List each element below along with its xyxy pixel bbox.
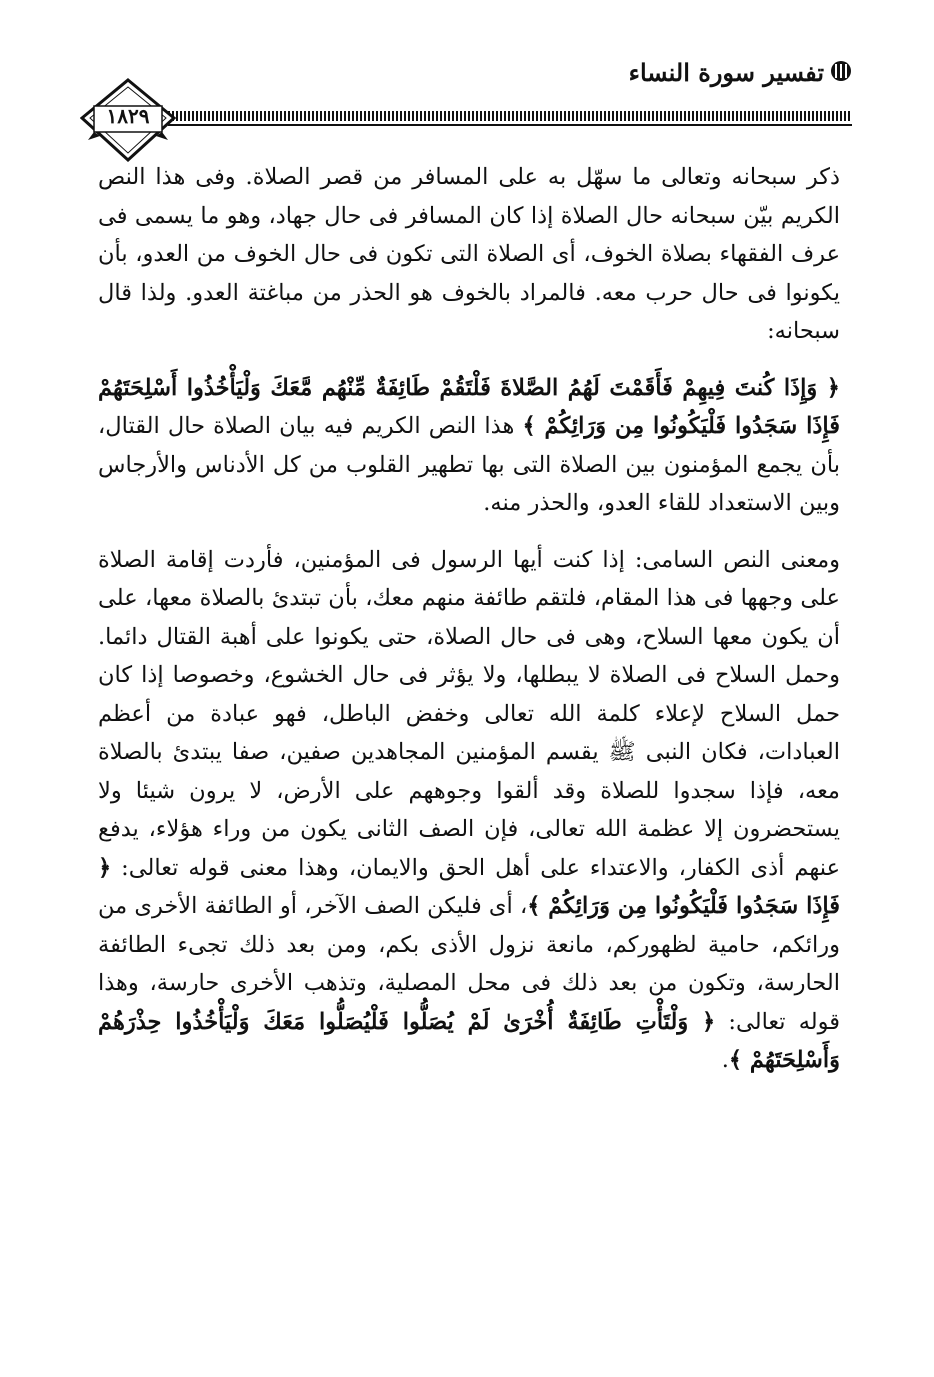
book-title: تفسير سورة النساء (628, 58, 824, 87)
paragraph-3 (98, 541, 840, 1080)
page-header (0, 0, 934, 160)
paragraph-3-text-b: ، أى فليكن الصف الآخر، أو الطائفة الأخرى من ورائكم، حامية لظهوركم، مانعة نزول الأذى بكم، ومن بعد ذلك تجىء الطائفة الحارسة، وتكون من بعد ذلك فى محل المصلية، وتذهب الأخرى حارسة، وهذا قوله تعالى: (98, 893, 840, 1035)
ornament-icon (830, 60, 852, 82)
quran-verse: ﴿ وَإِذَا كُنتَ فِيهِمْ فَأَقَمْتَ لَهُمُ الصَّلاةَ فَلْتَقُمْ طَائِفَةٌ مِّنْهُم مَّعَكَ وَلْيَأْخُذُوا أَسْلِحَتَهُمْ فَإِذَا سَجَدُوا فَلْيَكُونُوا مِن وَرَائِكُمْ ﴾ (98, 374, 840, 439)
paragraph-1: ذكر سبحانه وتعالى ما سهّل به على المسافر من قصر الصلاة. وفى هذا النص الكريم بيّن سبحانه حال الصلاة إذا كان المسافر فى حال جهاد، وهو ما يسمى فى عرف الفقهاء بصلاة الخوف، أى الصلاة التى تكون فى حال الخوف من العدو، بأن يكونوا فى حال حرب معه. فالمراد بالخوف هو الحذر من مباغتة العدو. ولذا قال سبحانه: (98, 164, 840, 344)
paragraph-2 (98, 369, 840, 523)
page-number: ١٨٢٩ (106, 104, 150, 128)
header-rule (168, 111, 852, 121)
quran-verse: ﴿ فَإِذَا سَجَدُوا فَلْيَكُونُوا مِن وَرَائِكُمْ ﴾ (98, 854, 840, 919)
paragraph-3-text-a: ومعنى النص السامى: إذا كنت أيها الرسول فى المؤمنين، فأردت إقامة الصلاة على وجهها فى هذا المقام، فلتقم طائفة منهم معك، بأن تبتدئ بالصلاة معها، على أن يكون معها السلاح، وهى فى حال الصلاة، حتى يكونوا على أهبة القتال دائما. وحمل السلاح فى الصلاة لا يبطلها، ولا يؤثر فى حال الخشوع، وخصوصا إذا كان حمل السلاح لإعلاء كلمة الله تعالى وخفض الباطل، فهو عبادة من أعظم العبادات، فكان النبى ﷺ يقسم المؤمنين المجاهدين صفين، صفا يبتدئ بالصلاة معه، فإذا سجدوا للصلاة وقد ألقوا وجوههم على الأرض، لا يرون شيئا ولا يستحضرون إلا عظمة الله تعالى، فإن الصف الثانى يكون من وراء هؤلاء، يدفع عنهم أذى الكفار، والاعتداء على أهل الحق والايمان، وهذا معنى قوله تعالى: (98, 546, 840, 881)
quran-verse: ﴿ وَلْتَأْتِ طَائِفَةٌ أُخْرَىٰ لَمْ يُصَلُّوا فَلْيُصَلُّوا مَعَكَ وَلْيَأْخُذُوا حِذْرَهُمْ وَأَسْلِحَتَهُمْ ﴾ (98, 1008, 840, 1073)
page-body (98, 158, 840, 1080)
header-rule-line (168, 124, 852, 126)
paragraph-2-text: هذا النص الكريم فيه بيان الصلاة حال القتال، بأن يجمع المؤمنون بين الصلاة التى بها تطهير القلوب من كل الأدناس والأرجاس وبين الاستعداد للقاء العدو، والحذر منه. (98, 413, 840, 516)
paragraph-3-end: . (721, 1047, 729, 1073)
